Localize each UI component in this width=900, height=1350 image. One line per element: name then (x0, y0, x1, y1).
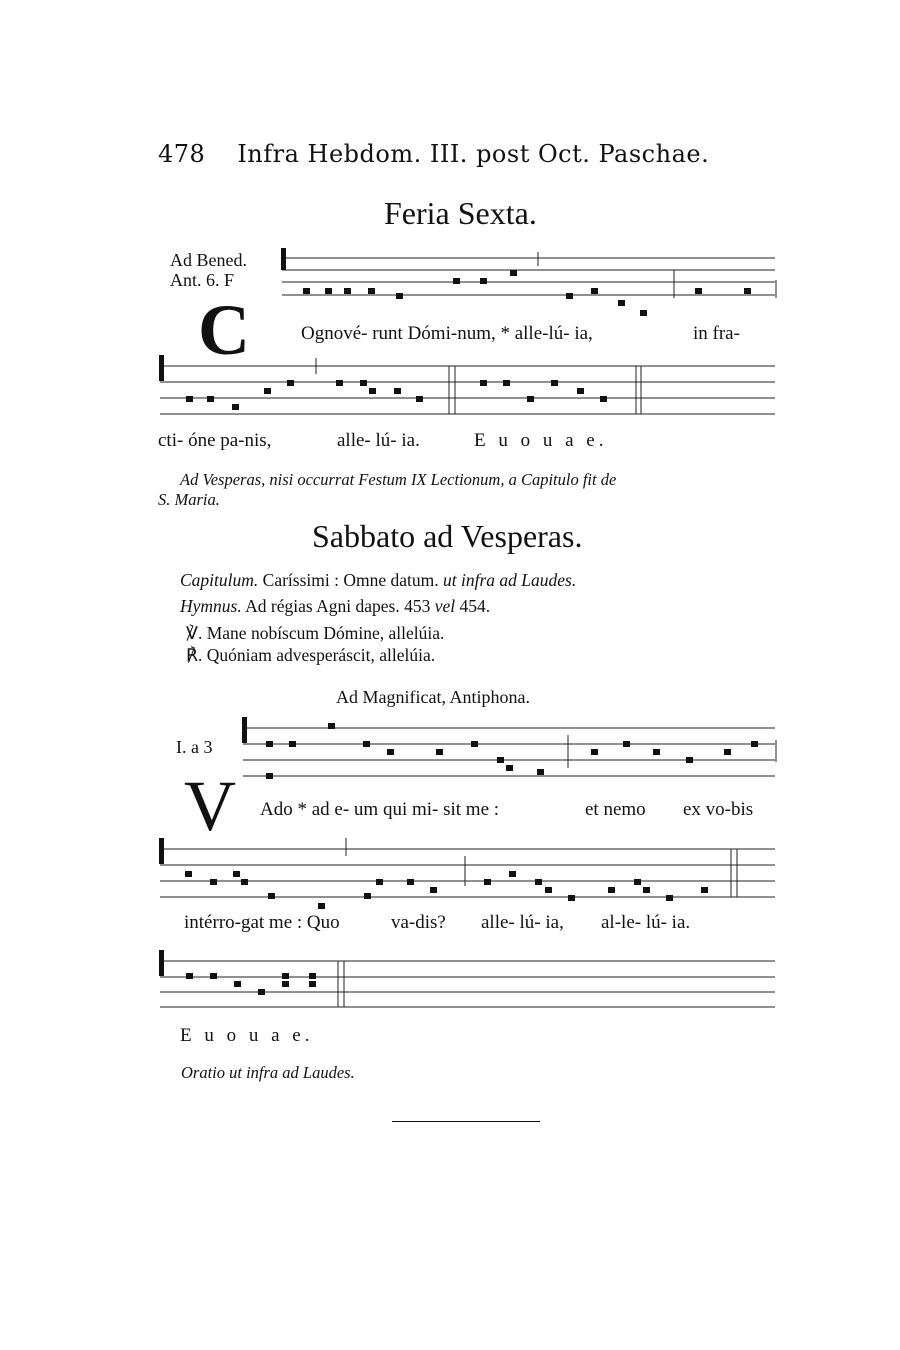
rubric-vesperas-cont: S. Maria. (158, 490, 220, 509)
staff-2 (159, 355, 775, 414)
page-number: 478 (158, 140, 206, 168)
response: ℟. Quóniam advesperáscit, allelúia. (186, 645, 436, 665)
magnificat-lyrics-1c: ex vo-bis (683, 799, 754, 820)
rubric-vesperas: Ad Vesperas, nisi occurrat Festum IX Lectionum, a Capitulo fit de (180, 470, 617, 489)
staff-3 (242, 717, 776, 779)
neumes-staff-1 (303, 270, 751, 316)
magnificat-lyrics-1b: et nemo (585, 799, 646, 820)
drop-initial-c: C (198, 290, 250, 370)
magnificat-lyrics-2b: va-dis? (391, 912, 446, 933)
staff-5 (159, 950, 775, 1007)
staff-4 (159, 838, 775, 909)
antiphon-cue (170, 250, 247, 290)
capitulum-label: Capitulum. (180, 570, 259, 590)
capitulum-line (180, 569, 576, 591)
drop-initial-v: V (184, 766, 236, 846)
hymnus-text: Ad régias Agni dapes. 453 (245, 596, 431, 616)
running-title: Infra Hebdom. III. post Oct. Paschae. (237, 140, 710, 168)
magnificat-lyrics-2d: al-le- lú- ia. (601, 912, 691, 933)
hymnus-label: Hymnus. (180, 596, 242, 616)
magnificat-lyrics-1a: Ado * ad e- um qui mi- sit me : (260, 799, 500, 820)
clef-mark (242, 717, 247, 743)
clef-mark (159, 950, 164, 976)
section-title-feria-sexta: Feria Sexta. (384, 195, 537, 231)
capitulum-text: Caríssimi : Omne datum. (262, 570, 439, 590)
mode-label: I. a 3 (176, 737, 213, 757)
lyrics-line-2b: alle- lú- ia. (337, 430, 420, 451)
versicle: ℣. Mane nobíscum Dómine, allelúia. (186, 623, 445, 643)
cue-line-1: Ad Bened. (170, 250, 247, 270)
lyrics-line-2a: cti- óne pa-nis, (158, 430, 272, 451)
lyrics-line-1b: in fra- (693, 323, 740, 344)
clef-mark (159, 355, 164, 381)
lyrics-line-2c: E u o u a e. (474, 430, 608, 451)
hymnus-num: 454. (459, 596, 491, 616)
magnificat-euouae: E u o u a e. (180, 1025, 314, 1046)
hymnus-line (180, 595, 490, 617)
end-rule (392, 1121, 540, 1122)
oratio-rubric: Oratio ut infra ad Laudes. (181, 1063, 355, 1082)
section-title-sabbato: Sabbato ad Vesperas. (312, 518, 583, 554)
clef-mark (159, 838, 164, 864)
magnificat-lyrics-2c: alle- lú- ia, (481, 912, 564, 933)
cue-line-2: Ant. 6. F (170, 270, 235, 290)
magnificat-heading: Ad Magnificat, Antiphona. (336, 687, 530, 707)
lyrics-line-1a: Ognové- runt Dómi-num, * alle-lú- ia, (301, 323, 593, 344)
magnificat-lyrics-2a: intérro-gat me : Quo (184, 912, 340, 933)
staff-1 (281, 248, 776, 316)
capitulum-ref: ut infra ad Laudes. (443, 570, 577, 590)
neumes-staff-3 (266, 723, 758, 779)
clef-mark (281, 248, 286, 270)
neumes-staff-2 (186, 380, 607, 410)
hymnus-vel: vel (434, 596, 456, 616)
neumes-staff-4 (185, 871, 708, 909)
